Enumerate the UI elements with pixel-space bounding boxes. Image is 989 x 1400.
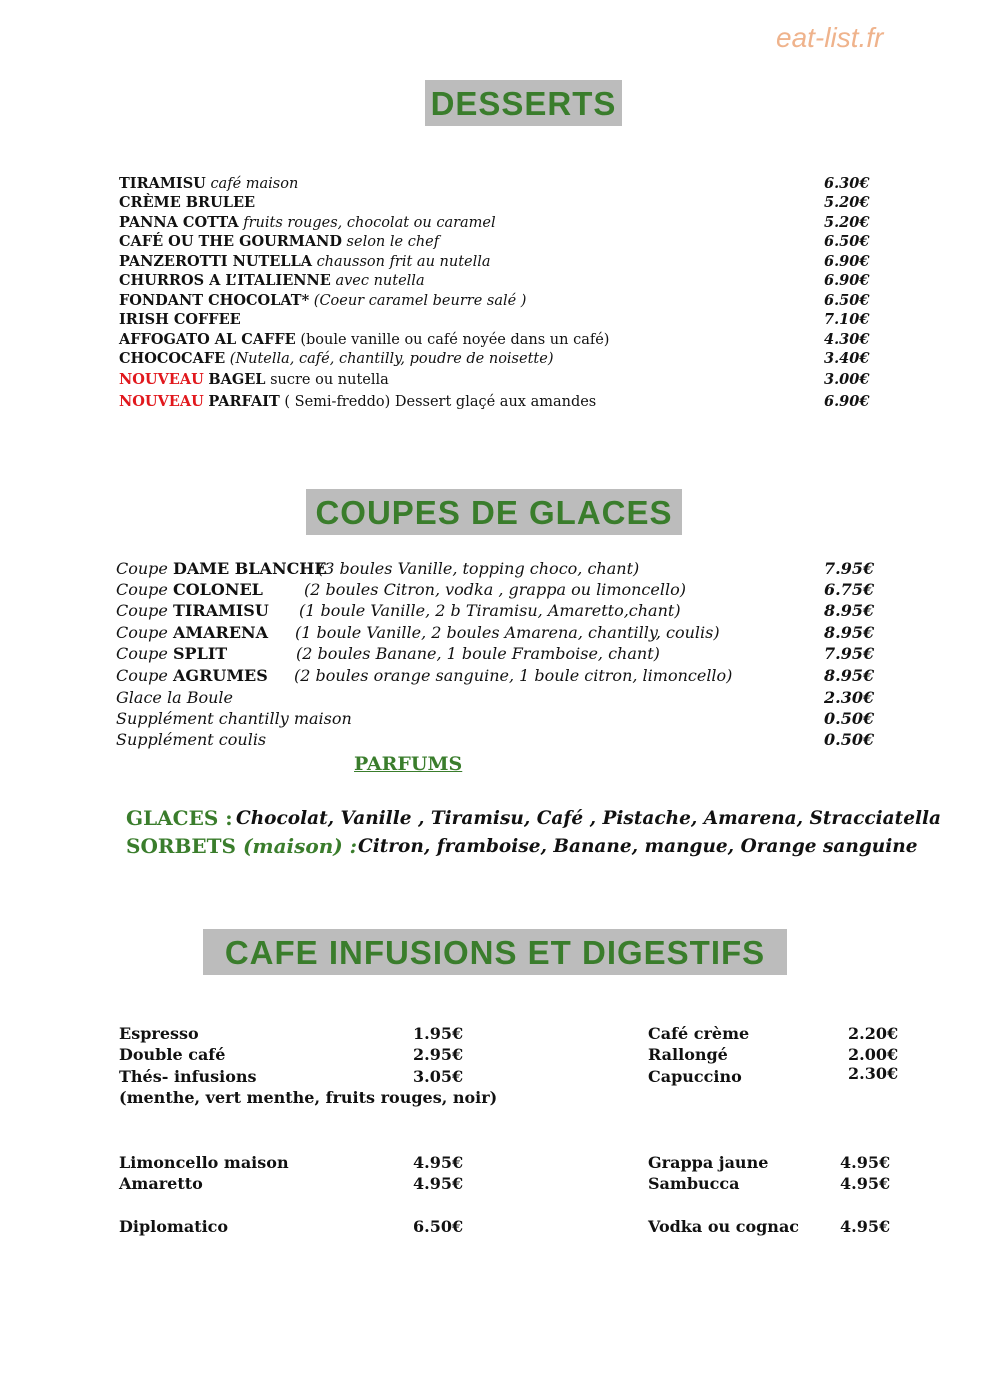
dessert-price: 6.90€	[824, 393, 870, 410]
dessert-main	[119, 194, 255, 211]
cafe-item-price: 2.30€	[848, 1064, 899, 1083]
cafe-item-price: 4.95€	[413, 1174, 464, 1193]
dessert-name: PANZEROTTI NUTELLA	[119, 253, 312, 270]
coupe-prefix: Coupe	[116, 580, 168, 599]
dessert-name: PARFAIT	[208, 393, 280, 410]
dessert-price: 3.00€	[824, 371, 870, 388]
coupe-row	[0, 666, 989, 688]
coupe-prefix: Coupe	[116, 623, 168, 642]
coupe-price: 8.95€	[824, 623, 875, 642]
coupe-row	[0, 644, 989, 666]
dessert-main	[119, 272, 425, 289]
dessert-main	[119, 175, 298, 192]
dessert-main	[119, 292, 526, 309]
dessert-main	[119, 331, 609, 348]
cafe-item-price: 4.95€	[840, 1174, 891, 1193]
dessert-price: 6.90€	[824, 253, 870, 270]
dessert-price: 7.10€	[824, 311, 870, 328]
dessert-name: CAFÉ OU THE GOURMAND	[119, 233, 342, 250]
cafe-item-name: Grappa jaune	[648, 1153, 769, 1172]
dessert-row	[0, 331, 989, 351]
dessert-name: CHOCOCAFE	[119, 350, 226, 367]
dessert-main	[119, 311, 241, 328]
coupe-name: AGRUMES	[172, 666, 268, 685]
coupe-name: SPLIT	[172, 644, 228, 663]
coupe-main	[116, 688, 233, 707]
new-badge: NOUVEAU	[119, 393, 204, 410]
cafe-item-price: 4.95€	[840, 1153, 891, 1172]
dessert-row	[0, 393, 989, 413]
cafe-item-name: Espresso	[119, 1024, 199, 1043]
dessert-main	[119, 253, 491, 270]
cafe-item-price: 6.50€	[413, 1217, 464, 1236]
coupe-prefix: Coupe	[116, 601, 168, 620]
coupe-prefix: Coupe	[116, 666, 168, 685]
dessert-name: BAGEL	[208, 371, 266, 388]
dessert-price: 6.90€	[824, 272, 870, 289]
dessert-row	[0, 194, 989, 214]
coupe-price: 7.95€	[824, 559, 875, 578]
coupe-name: DAME BLANCHE	[172, 559, 327, 578]
coupe-row	[0, 580, 989, 602]
dessert-main	[119, 371, 389, 388]
coupe-prefix: Coupe	[116, 559, 168, 578]
dessert-row	[0, 175, 989, 195]
sorbets-list: Citron, framboise, Banane, mangue, Orange sanguine	[358, 836, 918, 857]
cafe-item-price: 3.05€	[413, 1067, 464, 1086]
cafe-item-name: Vodka ou cognac	[648, 1217, 800, 1236]
dessert-row	[0, 233, 989, 253]
sorbets-label	[126, 834, 357, 858]
dessert-row	[0, 272, 989, 292]
desserts-heading: DESSERTS	[425, 80, 622, 126]
coupe-name: AMARENA	[172, 623, 269, 642]
cafe-item-name: Thés- infusions	[119, 1067, 257, 1086]
dessert-desc: sucre ou nutella	[270, 372, 389, 388]
coupe-prefix: Glace la Boule	[116, 688, 233, 707]
coupe-row	[0, 709, 989, 731]
dessert-desc: chausson frit au nutella	[316, 254, 491, 270]
coupe-row	[0, 730, 989, 752]
cafe-item-name: Diplomatico	[119, 1217, 229, 1236]
cafe-item-name: Capuccino	[648, 1067, 742, 1086]
new-badge: NOUVEAU	[119, 371, 204, 388]
coupe-price: 7.95€	[824, 644, 875, 663]
coupe-name: COLONEL	[172, 580, 263, 599]
coupe-prefix: Coupe	[116, 644, 168, 663]
coupe-prefix: Supplément chantilly maison	[116, 709, 352, 728]
coupe-price: 0.50€	[824, 709, 875, 728]
dessert-desc: (Nutella, café, chantilly, poudre de noisette)	[229, 351, 554, 367]
coupe-desc: (2 boules orange sanguine, 1 boule citron, limoncello)	[294, 666, 733, 685]
dessert-name: CRÈME BRULEE	[119, 194, 256, 211]
coupe-main	[116, 623, 268, 642]
dessert-main	[119, 233, 439, 250]
dessert-desc: (boule vanille ou café noyée dans un café)	[300, 332, 610, 348]
dessert-price: 6.50€	[824, 233, 870, 250]
dessert-name: TIRAMISU	[119, 175, 206, 192]
coupe-main	[116, 644, 227, 663]
dessert-main	[119, 393, 596, 410]
dessert-row	[0, 371, 989, 391]
dessert-price: 5.20€	[824, 214, 870, 231]
cafe-item-price: 2.95€	[413, 1045, 464, 1064]
cafe-item-name: (menthe, vert menthe, fruits rouges, noir)	[119, 1088, 498, 1107]
coupe-row	[0, 601, 989, 623]
dessert-row	[0, 292, 989, 312]
cafe-item-price: 4.95€	[413, 1153, 464, 1172]
parfums-heading: PARFUMS	[354, 753, 463, 775]
coupe-row	[0, 559, 989, 581]
dessert-row	[0, 253, 989, 273]
cafe-heading: CAFE INFUSIONS ET DIGESTIFS	[203, 929, 787, 975]
dessert-price: 4.30€	[824, 331, 870, 348]
dessert-price: 5.20€	[824, 194, 870, 211]
cafe-item-price: 1.95€	[413, 1024, 464, 1043]
sorbets-label-suffix: (maison) :	[242, 834, 358, 858]
dessert-name: CHURROS A L’ITALIENNE	[119, 272, 331, 289]
dessert-name: PANNA COTTA	[119, 214, 239, 231]
coupe-name: TIRAMISU	[172, 601, 269, 620]
sorbets-label-text: SORBETS	[126, 834, 236, 858]
coupe-main	[116, 666, 268, 685]
glaces-label: GLACES :	[126, 806, 233, 830]
coupe-desc: (2 boules Citron, vodka , grappa ou limoncello)	[304, 580, 686, 599]
dessert-price: 6.50€	[824, 292, 870, 309]
dessert-desc: avec nutella	[335, 273, 425, 289]
coupe-main	[116, 580, 263, 599]
coupe-prefix: Supplément coulis	[116, 730, 267, 749]
dessert-desc: (Coeur caramel beurre salé )	[313, 293, 527, 309]
cafe-item-price: 2.20€	[848, 1024, 899, 1043]
dessert-desc: ( Semi-freddo) Dessert glaçé aux amandes	[284, 394, 597, 410]
dessert-price: 3.40€	[824, 350, 870, 367]
coupe-desc: (1 boule Vanille, 2 boules Amarena, chantilly, coulis)	[295, 623, 720, 642]
coupe-desc: (2 boules Banane, 1 boule Framboise, chant)	[296, 644, 660, 663]
dessert-name: FONDANT CHOCOLAT*	[119, 292, 310, 309]
dessert-main	[119, 214, 496, 231]
coupe-price: 8.95€	[824, 601, 875, 620]
dessert-name: IRISH COFFEE	[119, 311, 241, 328]
coupe-price: 2.30€	[824, 688, 875, 707]
coupes-heading: COUPES DE GLACES	[306, 489, 682, 535]
dessert-row	[0, 311, 989, 331]
cafe-item-name: Café crème	[648, 1024, 750, 1043]
dessert-main	[119, 350, 553, 367]
dessert-desc: fruits rouges, chocolat ou caramel	[243, 215, 496, 231]
coupe-row	[0, 688, 989, 710]
coupe-desc: (1 boule Vanille, 2 b Tiramisu, Amaretto,chant)	[299, 601, 681, 620]
coupe-desc: (3 boules Vanille, topping choco, chant)	[318, 559, 640, 578]
coupe-price: 8.95€	[824, 666, 875, 685]
dessert-desc: selon le chef	[346, 234, 440, 250]
coupe-main	[116, 601, 269, 620]
coupe-row	[0, 623, 989, 645]
coupe-price: 6.75€	[824, 580, 875, 599]
glaces-list: Chocolat, Vanille , Tiramisu, Café , Pistache, Amarena, Stracciatella	[236, 808, 942, 829]
cafe-item-name: Rallongé	[648, 1045, 728, 1064]
dessert-price: 6.30€	[824, 175, 870, 192]
coupe-main	[116, 709, 352, 728]
watermark: eat-list.fr	[776, 22, 884, 53]
cafe-item-price: 4.95€	[840, 1217, 891, 1236]
dessert-row	[0, 214, 989, 234]
dessert-row	[0, 350, 989, 370]
dessert-desc: café maison	[210, 176, 299, 192]
cafe-item-name: Sambucca	[648, 1174, 740, 1193]
coupe-main	[116, 730, 266, 749]
cafe-item-name: Amaretto	[119, 1174, 203, 1193]
cafe-item-name: Limoncello maison	[119, 1153, 289, 1172]
coupe-price: 0.50€	[824, 730, 875, 749]
dessert-name: AFFOGATO AL CAFFE	[119, 331, 296, 348]
cafe-item-price: 2.00€	[848, 1045, 899, 1064]
cafe-item-name: Double café	[119, 1045, 226, 1064]
coupe-main	[116, 559, 327, 578]
